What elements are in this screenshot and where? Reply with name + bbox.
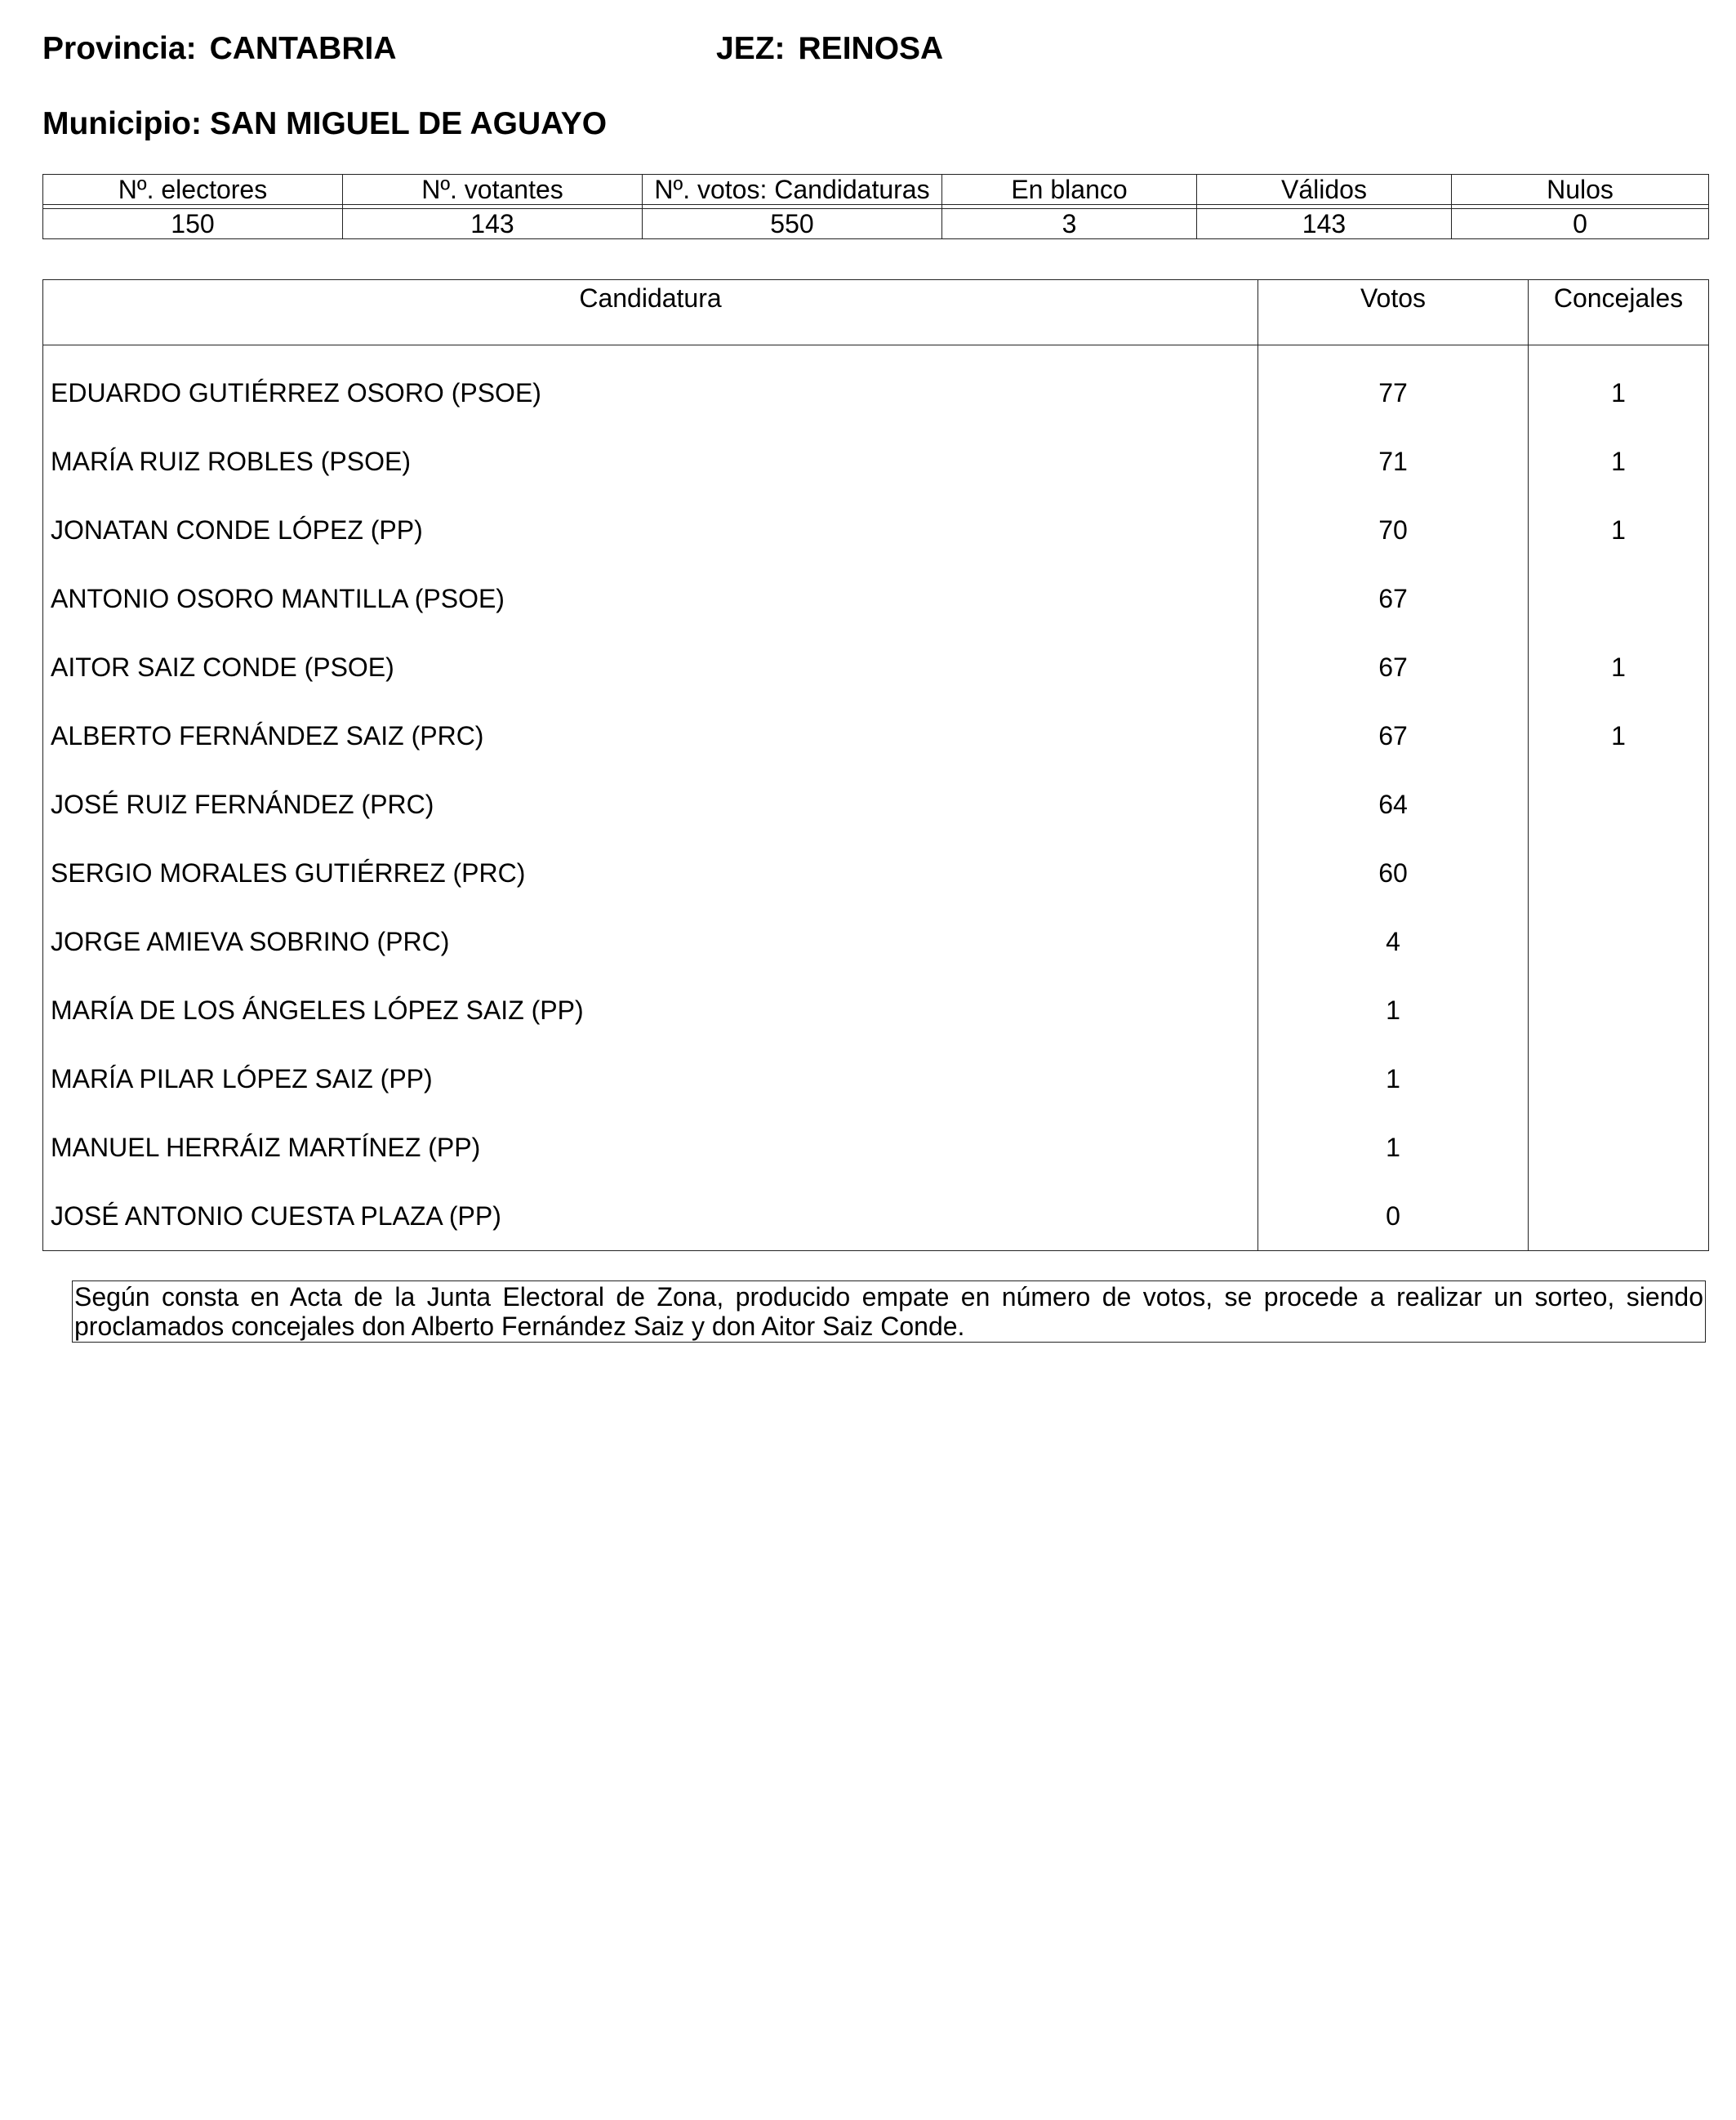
summary-table	[42, 174, 1709, 239]
candidate-seats	[1529, 1113, 1709, 1182]
summary-header-cell: Nº. votantes	[343, 175, 643, 205]
candidate-seats	[1529, 770, 1709, 839]
candidate-name: JORGE AMIEVA SOBRINO (PRC)	[43, 907, 1258, 976]
candidate-row	[43, 976, 1709, 1044]
candidate-name: AITOR SAIZ CONDE (PSOE)	[43, 633, 1258, 701]
candidate-row	[43, 1182, 1709, 1251]
candidate-name: JOSÉ ANTONIO CUESTA PLAZA (PP)	[43, 1182, 1258, 1251]
candidate-row	[43, 907, 1709, 976]
candidate-row	[43, 564, 1709, 633]
candidate-votes: 70	[1258, 496, 1529, 564]
candidate-row	[43, 496, 1709, 564]
summary-header-row	[43, 175, 1709, 205]
candidate-votes: 1	[1258, 1044, 1529, 1113]
provincia-value: CANTABRIA	[209, 31, 397, 66]
candidate-row	[43, 839, 1709, 907]
summary-header-cell: Válidos	[1197, 175, 1452, 205]
candidate-votes: 60	[1258, 839, 1529, 907]
summary-value-row	[43, 209, 1709, 239]
summary-value-cell: 0	[1452, 209, 1709, 239]
municipio-heading	[42, 108, 607, 140]
summary-header-cell: En blanco	[942, 175, 1197, 205]
candidate-name: SERGIO MORALES GUTIÉRREZ (PRC)	[43, 839, 1258, 907]
candidate-votes: 67	[1258, 633, 1529, 701]
candidate-seats	[1529, 564, 1709, 633]
municipio-value: SAN MIGUEL DE AGUAYO	[209, 106, 608, 141]
candidate-row	[43, 701, 1709, 770]
summary-header-cell: Nº. votos: Candidaturas	[643, 175, 942, 205]
candidate-row	[43, 345, 1709, 428]
summary-value-cell: 3	[942, 209, 1197, 239]
candidate-votes: 0	[1258, 1182, 1529, 1251]
candidate-votes: 67	[1258, 701, 1529, 770]
results-table	[42, 279, 1709, 1251]
candidate-name: ALBERTO FERNÁNDEZ SAIZ (PRC)	[43, 701, 1258, 770]
candidatura-header: Candidatura	[43, 280, 1258, 345]
candidate-votes: 67	[1258, 564, 1529, 633]
candidate-seats: 1	[1529, 701, 1709, 770]
concejales-header: Concejales	[1529, 280, 1709, 345]
municipio-label: Municipio:	[42, 106, 202, 141]
provincia-label: Provincia:	[42, 31, 197, 66]
candidate-seats	[1529, 976, 1709, 1044]
candidate-seats	[1529, 1182, 1709, 1251]
summary-header-cell: Nº. electores	[43, 175, 343, 205]
candidate-votes: 71	[1258, 427, 1529, 496]
candidate-seats	[1529, 1044, 1709, 1113]
candidate-name: JONATAN CONDE LÓPEZ (PP)	[43, 496, 1258, 564]
summary-value-cell: 143	[1197, 209, 1452, 239]
provincia-heading	[42, 33, 397, 65]
summary-value-cell: 550	[643, 209, 942, 239]
candidate-votes: 1	[1258, 1113, 1529, 1182]
candidate-row	[43, 633, 1709, 701]
candidate-seats: 1	[1529, 633, 1709, 701]
candidate-name: MARÍA PILAR LÓPEZ SAIZ (PP)	[43, 1044, 1258, 1113]
candidate-name: MANUEL HERRÁIZ MARTÍNEZ (PP)	[43, 1113, 1258, 1182]
candidate-votes: 1	[1258, 976, 1529, 1044]
candidate-seats: 1	[1529, 345, 1709, 428]
results-header-row	[43, 280, 1709, 345]
candidate-row	[43, 1113, 1709, 1182]
candidate-seats: 1	[1529, 427, 1709, 496]
candidate-name: MARÍA RUIZ ROBLES (PSOE)	[43, 427, 1258, 496]
candidate-name: JOSÉ RUIZ FERNÁNDEZ (PRC)	[43, 770, 1258, 839]
candidate-seats: 1	[1529, 496, 1709, 564]
jez-value: REINOSA	[798, 31, 944, 66]
jez-label: JEZ:	[716, 31, 786, 66]
votos-header: Votos	[1258, 280, 1529, 345]
candidate-row	[43, 1044, 1709, 1113]
summary-value-cell: 150	[43, 209, 343, 239]
candidate-votes: 77	[1258, 345, 1529, 428]
jez-heading	[716, 33, 943, 65]
candidate-row	[43, 427, 1709, 496]
candidate-row	[43, 770, 1709, 839]
candidate-votes: 64	[1258, 770, 1529, 839]
candidate-name: ANTONIO OSORO MANTILLA (PSOE)	[43, 564, 1258, 633]
tie-break-note: Según consta en Acta de la Junta Electoral de Zona, producido empate en número de votos, se procede a realizar un sorteo, siendo proclamados concejales don Alberto Fernández Saiz y don Aitor Saiz Conde.	[72, 1280, 1706, 1343]
candidate-name: MARÍA DE LOS ÁNGELES LÓPEZ SAIZ (PP)	[43, 976, 1258, 1044]
candidate-seats	[1529, 839, 1709, 907]
summary-header-cell: Nulos	[1452, 175, 1709, 205]
candidate-seats	[1529, 907, 1709, 976]
summary-value-cell: 143	[343, 209, 643, 239]
candidate-name: EDUARDO GUTIÉRREZ OSORO (PSOE)	[43, 345, 1258, 428]
candidate-votes: 4	[1258, 907, 1529, 976]
